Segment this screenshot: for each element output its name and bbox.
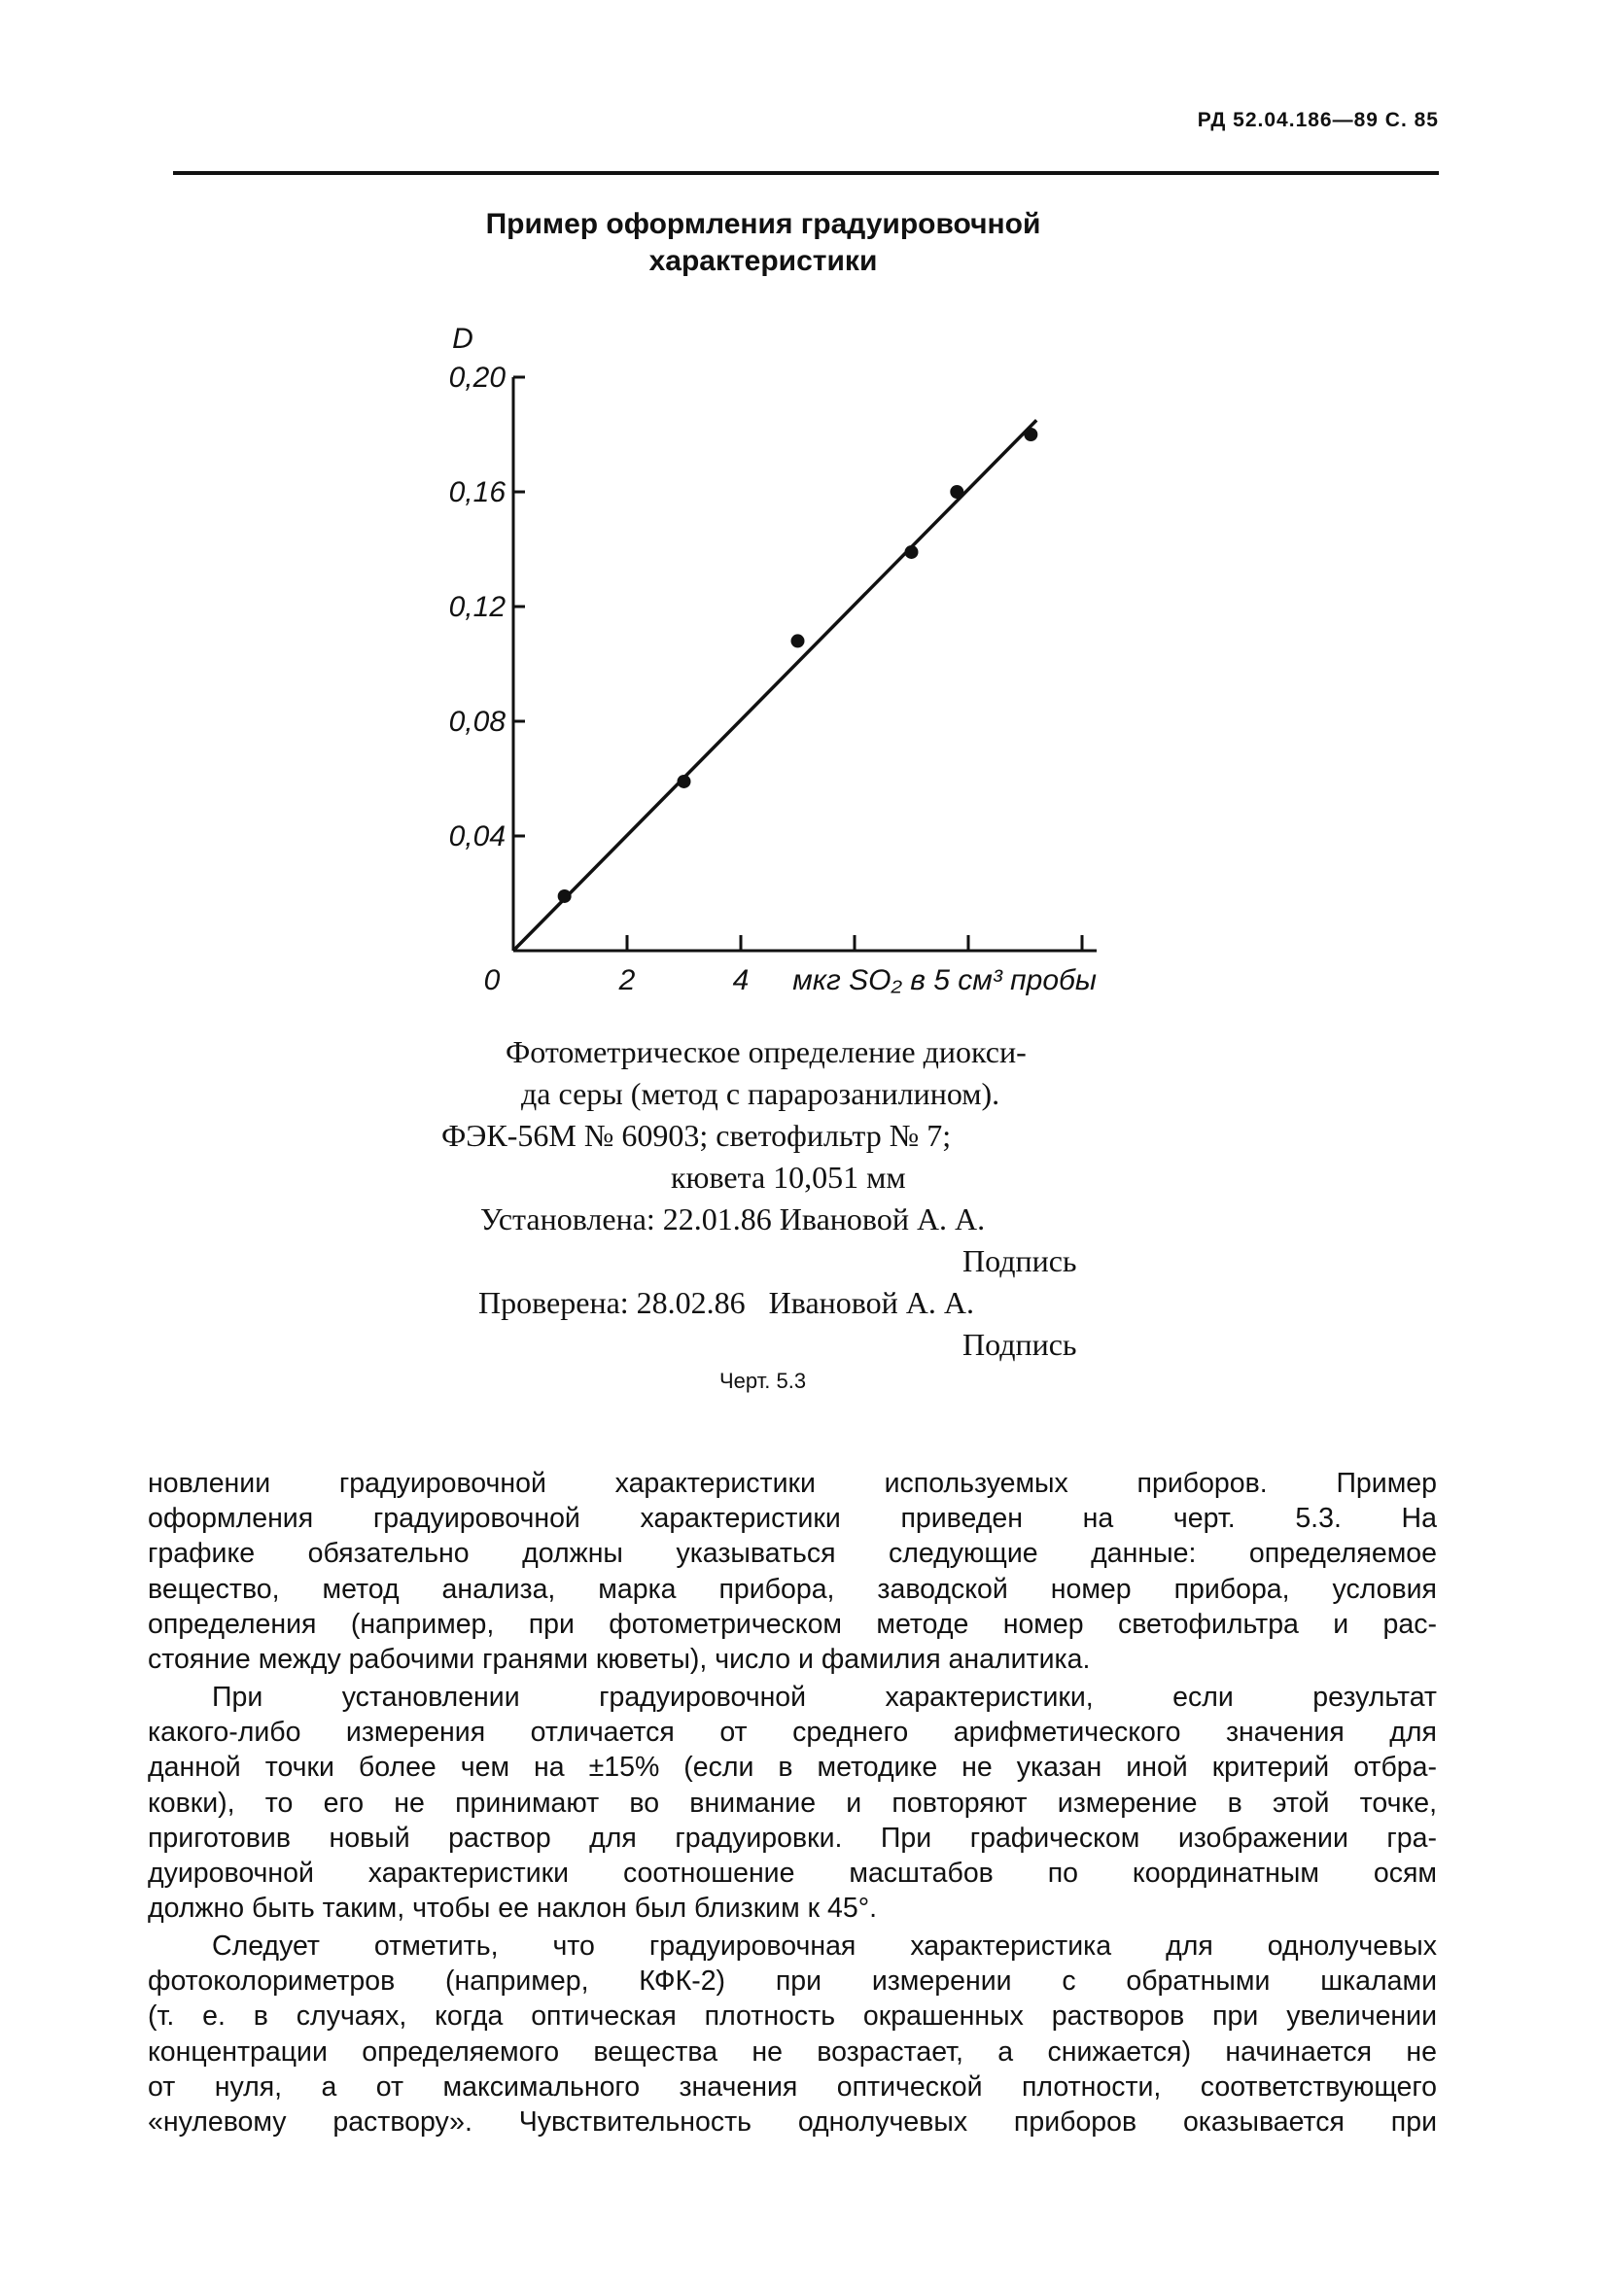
y-axis-label: D <box>452 323 473 355</box>
paragraph-1 <box>148 1466 1437 1677</box>
text-line: При установлении градуировочной характеристики, если результат <box>212 1682 1437 1713</box>
header-rule <box>173 171 1439 175</box>
text-line: приготовив новый раствор для градуировки. При графическом изображении гра- <box>148 1822 1437 1854</box>
page-header: РД 52.04.186—89 С. 85 <box>1197 109 1439 131</box>
text-line: ковки), то его не принимают во внимание и повторяют измерение в этой точке, <box>148 1787 1437 1819</box>
y-tick-label: 0,04 <box>448 820 506 852</box>
text-line: фотоколориметров (например, КФК-2) при измерении с обратными шкалами <box>148 1966 1437 1998</box>
paragraph-3 <box>148 1929 1437 2139</box>
caption-line-3: ФЭК-56М № 60903; светофильтр № 7; <box>441 1118 952 1153</box>
caption-line-4: кювета 10,051 мм <box>671 1160 906 1195</box>
text-line: данной точки более чем на ±15% (если в методике не указан иной критерий отбра- <box>148 1752 1437 1784</box>
figure-title-line-2: характеристики <box>648 245 878 277</box>
data-point <box>1024 428 1037 441</box>
text-line: (т. е. в случаях, когда оптическая плотность окрашенных растворов при увеличении <box>148 2000 1437 2033</box>
text-line: определения (например, при фотометрическом методе номер светофильтра и рас- <box>148 1608 1437 1640</box>
text-line: графике обязательно должны указываться следующие данные: определяемое <box>148 1538 1437 1570</box>
figure-title-line-1: Пример оформления градуировочной <box>485 208 1041 240</box>
x-axis-label: мкг SO₂ в 5 см³ пробы <box>792 964 1097 996</box>
y-tick-label: 0,16 <box>448 476 506 508</box>
figure-title <box>369 206 1157 280</box>
text-line: оформления градуировочной характеристики приведен на черт. 5.3. На <box>148 1503 1437 1535</box>
data-point <box>791 634 805 647</box>
calibration-chart <box>428 321 1128 1021</box>
caption-line-1: Фотометрическое определение диокси- <box>506 1034 1027 1069</box>
text-line: концентрации определяемого вещества не возрастает, а снижается) начинается не <box>148 2035 1437 2068</box>
x-tick-label: 2 <box>618 964 636 996</box>
text-line: какого-либо измерения отличается от среднего арифметического значения для <box>148 1717 1437 1749</box>
text-line: Следует отметить, что градуировочная характеристика для однолучевых <box>212 1931 1437 1962</box>
paragraph-2 <box>148 1680 1437 1926</box>
x-tick-label: 0 <box>483 964 501 996</box>
figure-label: Черт. 5.3 <box>719 1369 807 1393</box>
data-point <box>905 545 919 559</box>
caption-signature-2: Подпись <box>962 1327 1077 1362</box>
calibration-line <box>513 420 1036 951</box>
caption-signature-1: Подпись <box>962 1243 1077 1278</box>
text-line: от нуля, а от максимального значения оптической плотности, соответствующего <box>148 2070 1437 2103</box>
y-tick-label: 0,20 <box>448 362 506 394</box>
y-tick-label: 0,08 <box>448 706 506 738</box>
text-line: «нулевому раствору». Чувствительность однолучевых приборов оказывается при <box>148 2106 1437 2139</box>
x-tick-label: 4 <box>732 964 750 996</box>
data-point <box>950 485 963 499</box>
text-line: дуировочной характеристики соотношение масштабов по координатным осям <box>148 1858 1437 1890</box>
text-line: новлении градуировочной характеристики используемых приборов. Пример <box>148 1468 1437 1499</box>
caption-line-2: да серы (метод с парарозанилином). <box>521 1076 1000 1111</box>
data-point <box>558 889 572 903</box>
text-line: стояние между рабочими гранями кюветы), число и фамилия аналитика. <box>148 1644 1091 1676</box>
y-tick-label: 0,12 <box>448 591 506 623</box>
data-point <box>678 775 691 788</box>
caption-verified-line: Проверена: 28.02.86 Ивановой А. А. <box>478 1285 975 1320</box>
text-line: вещество, метод анализа, марка прибора, заводской номер прибора, условия <box>148 1573 1437 1605</box>
text-line: должно быть таким, чтобы ее наклон был близким к 45°. <box>148 1893 878 1925</box>
caption-established-line: Установлена: 22.01.86 Ивановой А. А. <box>480 1201 986 1236</box>
